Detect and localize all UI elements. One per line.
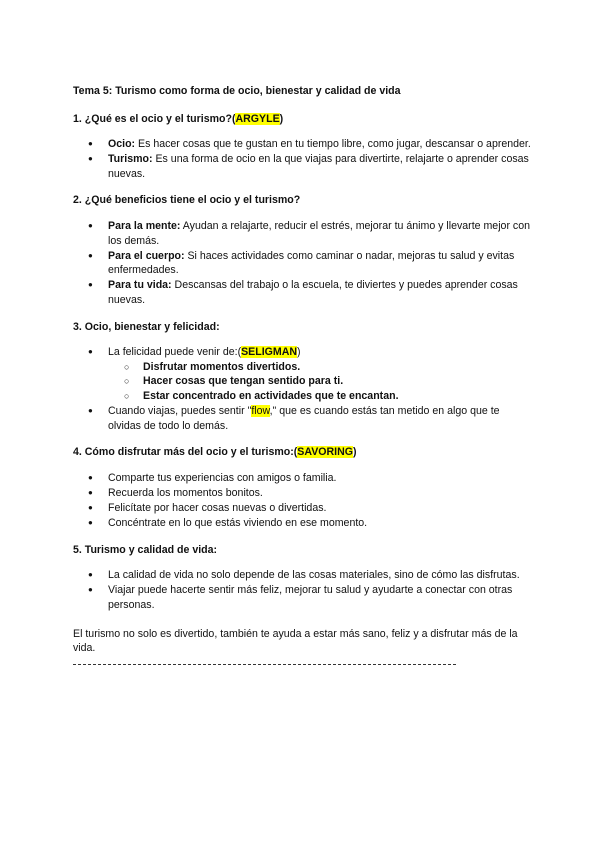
section-2-heading: 2. ¿Qué beneficios tiene el ocio y el turismo? (73, 194, 301, 207)
section-3-sublist (108, 360, 533, 404)
heading-paren: ( (293, 446, 298, 459)
list-item: ● Felicítate por hacer cosas nuevas o divertidas. (73, 501, 533, 516)
list-item: ● Comparte tus experiencias con amigos o familia. (73, 471, 533, 486)
seligman-highlight: SELIGMAN (241, 346, 298, 359)
term-label: Para la mente: (108, 220, 181, 233)
term-label: Para el cuerpo: (108, 249, 185, 262)
document-page (73, 84, 533, 665)
savoring-highlight: SAVORING (297, 446, 354, 459)
heading-paren: ) (353, 446, 357, 459)
item-text: Cuando viajas, puedes sentir " (108, 405, 252, 418)
list-item (73, 404, 533, 433)
list-item (73, 137, 533, 152)
argyle-highlight: ARGYLE (235, 112, 280, 125)
item-text: La felicidad puede venir de:( (108, 346, 242, 359)
term-text: Ayudan a relajarte, reducir el estrés, mejorar tu ánimo y llevarte mejor con los demás. (108, 220, 530, 247)
section-5-heading: 5. Turismo y calidad de vida: (73, 543, 218, 556)
section-1-heading-tag: (ARGYLE) (231, 112, 284, 125)
sublist-item: ○ Hacer cosas que tengan sentido para ti. (108, 374, 533, 389)
term-label: Ocio: (108, 138, 136, 151)
term-label: Para tu vida: (108, 279, 172, 292)
closing-paragraph: El turismo no solo es divertido, también te ayuda a estar más sano, feliz y a disfrutar más de la vida. (73, 627, 518, 655)
list-item (73, 219, 533, 248)
section-1-heading-text: 1. ¿Qué es el ocio y el turismo? (73, 112, 232, 125)
list-item: ● Recuerda los momentos bonitos. (73, 486, 533, 501)
list-item: ● Viajar puede hacerte sentir más feliz, mejorar tu salud y ayudarte a conectar con otras personas. (73, 583, 533, 612)
sublist-item: ○ Disfrutar momentos divertidos. (108, 360, 533, 375)
section-5-list (73, 568, 533, 612)
list-item: ● La calidad de vida no solo depende de las cosas materiales, sino de cómo las disfrutas. (73, 568, 533, 583)
list-item (73, 249, 533, 278)
term-text: Si haces actividades como caminar o nadar, mejoras tu salud y evitas enfermedades. (108, 249, 515, 277)
term-text: Es una forma de ocio en la que viajas para divertirte, relajarte o aprender cosas nuevas. (108, 153, 529, 180)
section-1-heading (73, 112, 533, 127)
divider-line (73, 664, 456, 665)
list-item (73, 278, 533, 307)
section-4-list (73, 471, 533, 531)
sublist-item: ○ Estar concentrado en actividades que te encantan. (108, 389, 533, 404)
section-4-heading-text: 4. Cómo disfrutar más del ocio y el turismo: (73, 446, 294, 459)
term-text: Es hacer cosas que te gustan en tu tiempo libre, como jugar, descansar o aprender. (135, 138, 531, 151)
term-text: Descansas del trabajo o la escuela, te diviertes y puedes aprender cosas nuevas. (108, 279, 518, 307)
item-text: ," que es cuando estás tan metido en algo que te olvidas de todo lo demás. (108, 405, 500, 432)
section-3-heading: 3. Ocio, bienestar y felicidad: (73, 320, 220, 333)
term-label: Turismo: (108, 153, 153, 166)
document-title: Tema 5: Turismo como forma de ocio, bienestar y calidad de vida (73, 85, 401, 97)
section-2-list (73, 219, 533, 308)
list-item (73, 345, 533, 403)
item-text: ) (297, 346, 301, 359)
list-item: ● Concéntrate en lo que estás viviendo en ese momento. (73, 516, 533, 531)
section-3-list (73, 345, 533, 433)
list-item (73, 152, 533, 181)
flow-highlight: flow (251, 405, 270, 418)
section-4-heading (73, 445, 533, 460)
section-1-list (73, 137, 533, 181)
